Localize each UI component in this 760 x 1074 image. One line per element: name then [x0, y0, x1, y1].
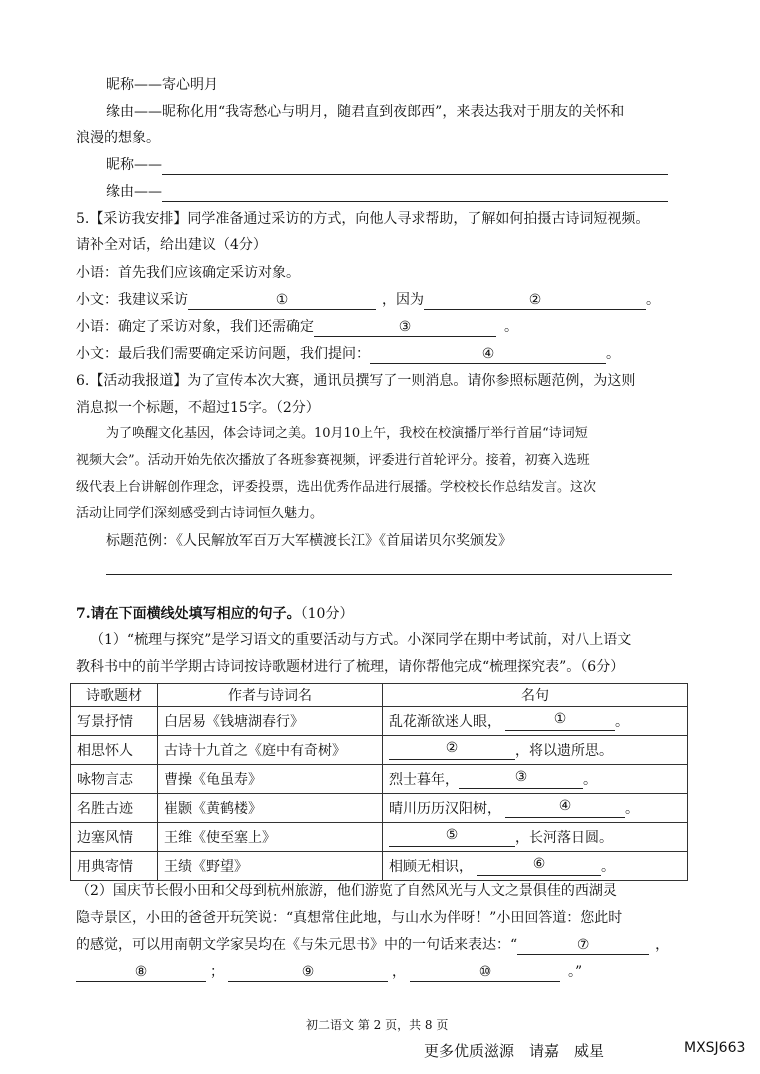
row-theme: 写景抒情	[71, 707, 158, 736]
q5-dialogue-2: 小文：我建议采访 ① ，因为 ② 。	[76, 292, 660, 308]
q5-prompt-line2: 请补全对话，给出建议（4分）	[76, 237, 267, 253]
q5-dialogue-1: 小语：首先我们应该确定采访对象。	[76, 265, 300, 281]
q5-blank-3[interactable]: ③	[314, 318, 496, 337]
row-work: 曹操《龟虽寿》	[158, 765, 383, 794]
row-quote: 晴川历历汉阳树， ④ 。	[383, 794, 688, 823]
q7-blank-9[interactable]: ⑨	[228, 963, 388, 982]
table-blank-2[interactable]: ②	[389, 741, 515, 760]
page-code: MXSJ663	[684, 1040, 746, 1056]
table-row	[71, 736, 688, 765]
table-row	[71, 823, 688, 852]
q4-reason-example-line2: 浪漫的想象。	[76, 130, 160, 146]
q4-reason-example-line1: 缘由——昵称化用“我寄愁心与明月，随君直到夜郎西”，来表达我对于朋友的关怀和	[106, 104, 625, 120]
row-work: 王维《使至塞上》	[158, 823, 383, 852]
table-blank-3[interactable]: ③	[459, 770, 583, 789]
table-row	[71, 707, 688, 736]
row-work: 王绩《野望》	[158, 852, 383, 881]
q6-news-line4: 活动让同学们深刻感受到古诗词恒久魅力。	[76, 506, 324, 521]
q7-sub2-line3: 的感觉，可以用南朝文学家吴均在《与朱元思书》中的一句话来表达：“ ⑦ ，	[76, 937, 670, 953]
table-blank-6[interactable]: ⑥	[477, 857, 601, 876]
q7-sub2-line2: 隐寺景区，小田的爸爸开玩笑说：“真想常住此地，与山水为伴呀！”小田回答道：您此时	[76, 910, 623, 926]
q7-blank-8[interactable]: ⑧	[76, 963, 206, 982]
q6-prompt-line2: 消息拟一个标题，不超过15字。（2分）	[76, 400, 320, 416]
table-row	[71, 765, 688, 794]
q6-news-line2: 视频大会”。活动开始先依次播放了各班参赛视频，评委进行首轮评分。接着，初赛入选班	[76, 453, 590, 468]
row-theme: 用典寄情	[71, 852, 158, 881]
row-work: 古诗十九首之《庭中有奇树》	[158, 736, 383, 765]
table-row	[71, 794, 688, 823]
q7-title: 7.请在下面横线处填写相应的句子。（10分）	[76, 606, 354, 622]
q6-news-line1: 为了唤醒文化基因，体会诗词之美。10月10上午，我校在校演播厅举行首届“诗词短	[106, 426, 588, 441]
q4-nick-blank[interactable]	[162, 156, 668, 175]
table-blank-4[interactable]: ④	[505, 799, 625, 818]
q4-nick-answer: 昵称——	[106, 155, 668, 175]
header-quote: 名句	[383, 684, 688, 707]
q7-sub2-line4: ⑧ ； ⑨ ， ⑩ 。”	[76, 962, 582, 982]
row-theme: 咏物言志	[71, 765, 158, 794]
q5-blank-4[interactable]: ④	[370, 345, 606, 364]
q5-dialogue-3: 小语：确定了采访对象，我们还需确定 ③ 。	[76, 319, 518, 335]
row-theme: 相思怀人	[71, 736, 158, 765]
row-quote: 相顾无相识， ⑥ 。	[383, 852, 688, 881]
table-row	[71, 852, 688, 881]
row-work: 崔颢《黄鹤楼》	[158, 794, 383, 823]
row-quote: 乱花渐欲迷人眼， ① 。	[383, 707, 688, 736]
header-theme: 诗歌题材	[71, 684, 158, 707]
row-quote: ⑤ ，长河落日圆。	[383, 823, 688, 852]
q4-reason-answer: 缘由——	[106, 182, 668, 202]
q7-sub2-line1: （2）国庆节长假小田和父母到杭州旅游，他们游览了自然风光与人文之景俱佳的西湖灵	[76, 883, 617, 899]
table-header-row	[71, 684, 688, 707]
q7-blank-7[interactable]: ⑦	[517, 936, 649, 955]
q7-blank-10[interactable]: ⑩	[410, 963, 560, 982]
q5-dialogue-4: 小文：最后我们需要确定采访问题，我们提问： ④ 。	[76, 346, 620, 362]
row-theme: 边塞风情	[71, 823, 158, 852]
row-work: 白居易《钱塘湖春行》	[158, 707, 383, 736]
q5-prompt-line1: 5.【采访我安排】同学准备通过采访的方式，向他人寻求帮助，了解如何拍摄古诗词短视频。	[76, 211, 650, 227]
review-table	[70, 683, 688, 881]
q6-answer-line[interactable]	[106, 574, 672, 575]
q6-news-line3: 级代表上台讲解创作理念，评委投票，选出优秀作品进行展播。学校校长作总结发言。这次	[76, 480, 597, 495]
promo-text: 更多优质滋源 请嘉 威星	[424, 1042, 605, 1060]
q6-title-example: 标题范例：《人民解放军百万大军横渡长江》《首届诺贝尔奖颁发》	[106, 533, 512, 549]
q5-blank-1[interactable]: ①	[188, 291, 376, 310]
q7-sub1-line2: 教科书中的前半学期古诗词按诗歌题材进行了梳理，请你帮他完成“梳理探究表”。（6分）	[76, 659, 625, 675]
row-quote: ② ，将以遗所思。	[383, 736, 688, 765]
q4-reason-blank[interactable]	[162, 183, 668, 202]
page-footer: 初二语文 第 2 页，共 8 页	[306, 1018, 449, 1032]
row-quote: 烈士暮年， ③ 。	[383, 765, 688, 794]
q6-prompt-line1: 6.【活动我报道】为了宣传本次大赛，通讯员撰写了一则消息。请你参照标题范例，为这则	[76, 373, 636, 389]
q4-nick-example: 昵称——寄心明月	[106, 77, 218, 93]
q5-blank-2[interactable]: ②	[424, 291, 646, 310]
header-work: 作者与诗词名	[158, 684, 383, 707]
row-theme: 名胜古迹	[71, 794, 158, 823]
table-blank-1[interactable]: ①	[505, 712, 615, 731]
q7-sub1-line1: （1）“梳理与探究”是学习语文的重要活动与方式。小深同学在期中考试前，对八上语文	[90, 632, 632, 648]
table-blank-5[interactable]: ⑤	[389, 828, 515, 847]
